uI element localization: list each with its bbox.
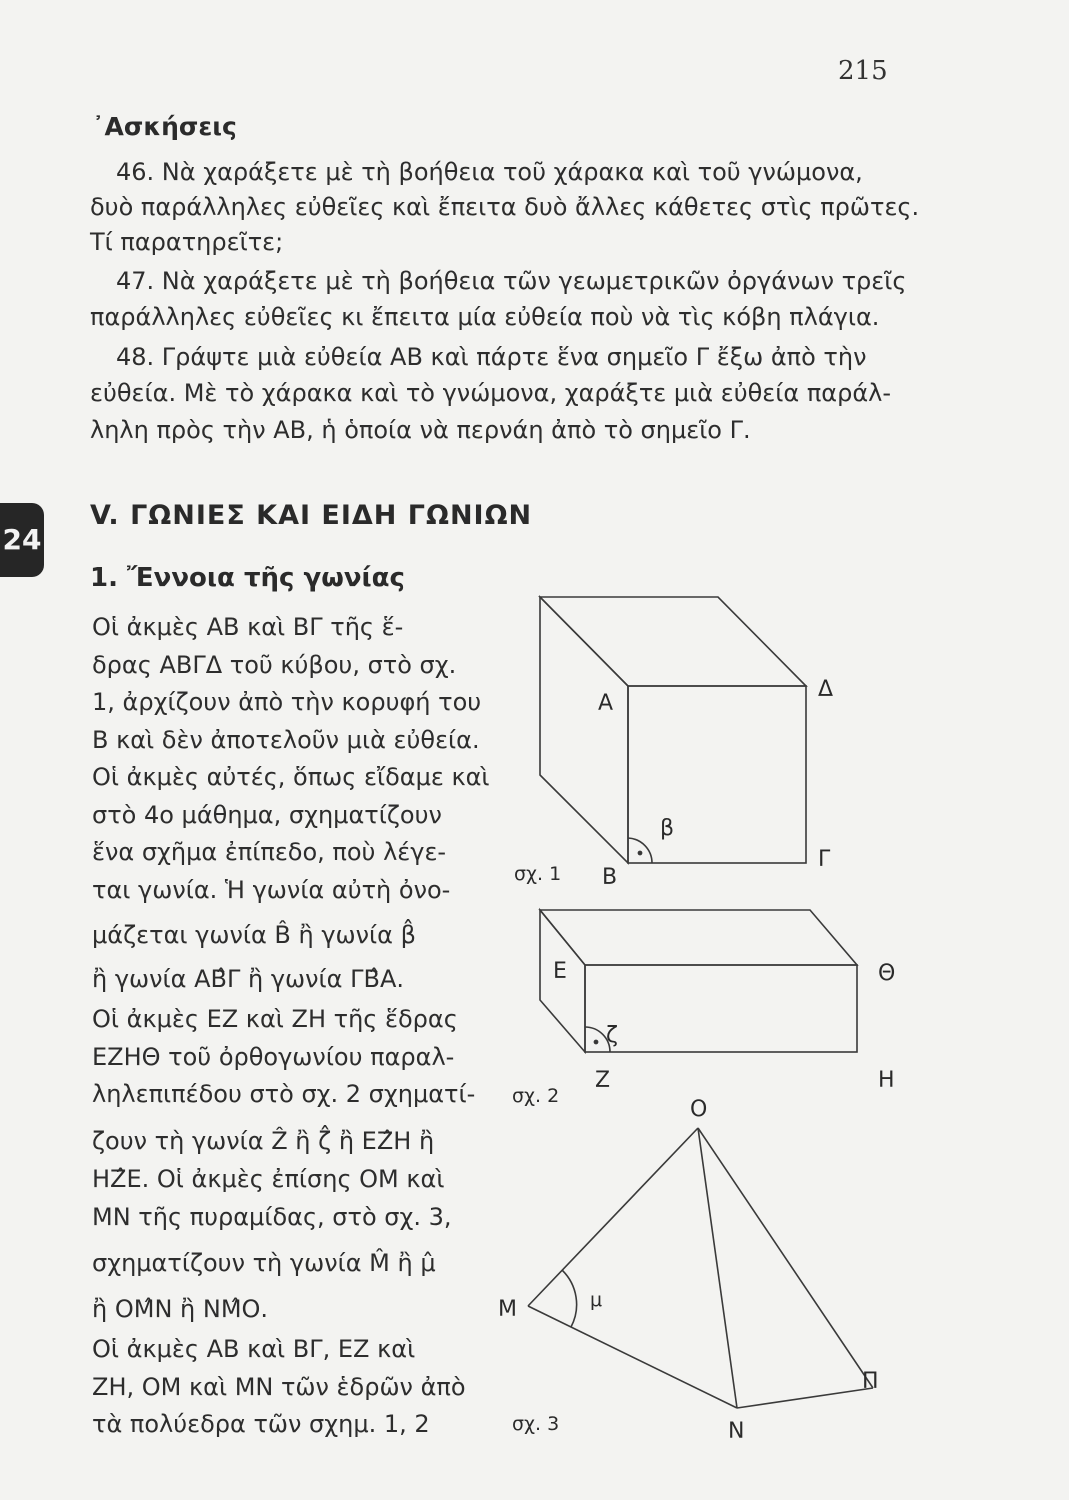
subsection-title: 1. Ἔννοια τῆς γωνίας [90, 563, 405, 593]
page-number: 215 [838, 56, 888, 86]
cube-top-face [540, 597, 806, 686]
fig1-label-b: Β [602, 865, 618, 890]
body-line: ΜΝ τῆς πυραμίδας, στὸ σχ. 3, [92, 1203, 452, 1231]
pyramid-angle-arc [562, 1270, 577, 1327]
cube-front-face [628, 686, 806, 863]
body-line: ἢ ΟΜ̂Ν ἢ ΝΜ̂Ο. [92, 1295, 269, 1323]
body-line: Οἱ ἀκμὲς ΑΒ καὶ ΒΓ τῆς ἕ- [92, 613, 404, 641]
body-line: Οἱ ἀκμὲς αὐτές, ὅπως εἴδαμε καὶ [92, 763, 490, 791]
figure-2-box [540, 910, 857, 1052]
box-front-face [585, 965, 857, 1052]
body-line: ἢ γωνία ΑΒ̂Γ ἢ γωνία ΓΒ̂Α. [92, 965, 404, 993]
exercise-line: 47. Νὰ χαράξετε μὲ τὴ βοήθεια τῶν γεωμετρικῶν ὀργάνων τρεῖς [116, 267, 907, 295]
exercise-line: ληλη πρὸς τὴν ΑΒ, ἡ ὁποία νὰ περνάη ἀπὸ τὸ σημεῖο Γ. [90, 416, 751, 444]
exercises-heading: ᾿Ασκήσεις [92, 112, 237, 141]
fig2-label-e: Ε [553, 959, 567, 984]
body-line: ΕΖΗΘ τοῦ ὀρθογωνίου παραλ- [92, 1043, 455, 1071]
body-line: Β καὶ δὲν ἀποτελοῦν μιὰ εὐθεία. [92, 726, 480, 754]
figure-3-pyramid [528, 1128, 873, 1408]
fig1-caption: σχ. 1 [514, 863, 562, 885]
cube-left-face [540, 597, 628, 863]
section-title: V. ΓΩΝΙΕΣ ΚΑΙ ΕΙΔΗ ΓΩΝΙΩΝ [90, 500, 533, 531]
exercise-line: Τί παρατηρεῖτε; [90, 228, 284, 256]
fig2-label-h: Η [878, 1068, 895, 1093]
cube-angle-arc [628, 838, 652, 863]
fig3-label-n: Ν [728, 1419, 745, 1444]
exercise-line: 48. Γράψτε μιὰ εὐθεία ΑΒ καὶ πάρτε ἕνα σημεῖο Γ ἔξω ἀπὸ τὴν [116, 343, 867, 371]
exercise-line: παράλληλες εὐθεῖες κι ἔπειτα μία εὐθεία ποὺ νὰ τὶς κόβη πλάγια. [90, 303, 880, 331]
body-line: 1, ἀρχίζουν ἀπὸ τὴν κορυφή του [92, 688, 482, 716]
body-line: Οἱ ἀκμὲς ΑΒ καὶ ΒΓ, ΕΖ καὶ [92, 1335, 416, 1363]
fig3-label-o: Ο [690, 1097, 708, 1122]
body-line: ζουν τὴ γωνία Ẑ ἢ ζ̂ ἢ ΕΖ̂Η ἢ [92, 1127, 435, 1155]
body-line: τὰ πολύεδρα τῶν σχημ. 1, 2 [92, 1410, 430, 1438]
body-line: Οἱ ἀκμὲς ΕΖ καὶ ΖΗ τῆς ἕδρας [92, 1005, 458, 1033]
fig3-label-m: Μ [498, 1297, 517, 1322]
body-line: ται γωνία. Ἡ γωνία αὐτὴ ὀνο- [92, 876, 451, 904]
body-line: ἕνα σχῆμα ἐπίπεδο, ποὺ λέγε- [92, 838, 447, 866]
pyramid-edge-om [528, 1128, 698, 1306]
box-angle-dot [594, 1040, 597, 1043]
pyramid-edge-on [698, 1128, 737, 1408]
fig3-caption: σχ. 3 [512, 1413, 560, 1435]
body-line: ΖΗ, ΟΜ καὶ ΜΝ τῶν ἑδρῶν ἀπὸ [92, 1373, 466, 1401]
fig2-label-th: Θ [878, 961, 896, 986]
pyramid-edge-op [698, 1128, 873, 1388]
fig1-label-g: Γ [818, 847, 831, 872]
box-top-face [540, 910, 857, 965]
fig3-label-p: Π [862, 1369, 879, 1394]
fig1-angle-label: β [660, 816, 675, 841]
fig1-label-a: Α [598, 691, 614, 716]
fig2-angle-label: ζ [606, 1023, 618, 1048]
body-line: μάζεται γωνία B̂ ἢ γωνία β̂ [92, 921, 416, 949]
fig3-angle-label: μ [590, 1289, 603, 1311]
body-line: ληλεπιπέδου στὸ σχ. 2 σχηματί- [92, 1080, 476, 1108]
exercise-line: 46. Νὰ χαράξετε μὲ τὴ βοήθεια τοῦ χάρακα καὶ τοῦ γνώμονα, [116, 158, 863, 186]
fig1-label-d: Δ [818, 677, 834, 702]
body-line: σχηματίζουν τὴ γωνία M̂ ἢ μ̂ [92, 1249, 436, 1277]
body-line: στὸ 4ο μάθημα, σχηματίζουν [92, 801, 442, 829]
exercise-line: εὐθεία. Μὲ τὸ χάρακα καὶ τὸ γνώμονα, χαράξτε μιὰ εὐθεία παράλ- [90, 379, 892, 407]
cube-angle-dot [638, 851, 641, 854]
pyramid-edge-np [737, 1388, 873, 1408]
body-line: δρας ΑΒΓΔ τοῦ κύβου, στὸ σχ. [92, 651, 457, 679]
fig2-label-z: Ζ [595, 1068, 611, 1093]
exercise-line: δυὸ παράλληλες εὐθεῖες καὶ ἔπειτα δυὸ ἄλλες κάθετες στὶς πρῶτες. [90, 193, 920, 221]
pyramid-edge-mn [528, 1306, 737, 1408]
chapter-side-tab: 24 [0, 503, 44, 577]
fig2-caption: σχ. 2 [512, 1085, 560, 1107]
body-line: ΗΖ̂Ε. Οἱ ἀκμὲς ἐπίσης ΟΜ καὶ [92, 1165, 445, 1193]
